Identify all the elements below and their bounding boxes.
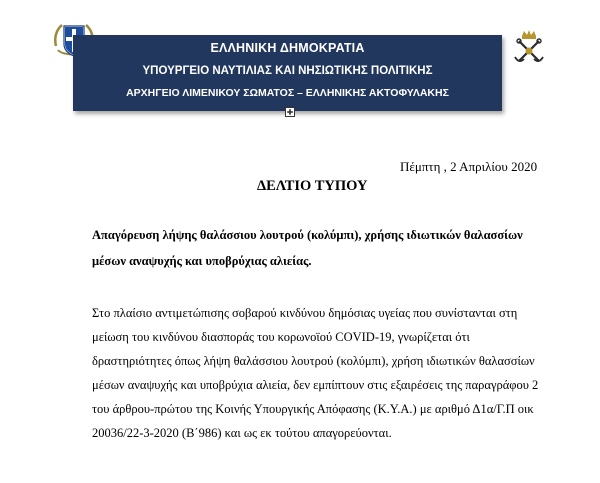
press-release-title: ΔΕΛΤΙΟ ΤΥΠΟΥ — [257, 178, 368, 194]
body-line: 20036/22-3-2020 (Β΄986) και ως εκ τούτου απαγορεύονται. — [92, 426, 392, 440]
body-line: Στο πλαίσιο αντιμετώπισης σοβαρού κινδύνου δημόσιας υγείας που συνίστανται στη — [92, 306, 518, 320]
press-release-subject — [92, 222, 532, 274]
body-line: δραστηριότητες όπως λήψη θαλάσσιου λουτρού (κολύμπι), χρήση ιδιωτικών θαλασσίων — [92, 354, 535, 368]
subject-line: μέσων αναψυχής και υποβρύχιας αλιείας. — [92, 254, 312, 268]
header-banner — [73, 35, 502, 111]
press-release-date: Πέμπτη , 2 Απριλίου 2020 — [400, 159, 538, 174]
header-line-republic: ΕΛΛΗΝΙΚΗ ΔΗΜΟΚΡΑΤΙΑ — [210, 41, 365, 55]
coast-guard-anchor-crown-icon — [510, 28, 548, 66]
small-cross-icon — [285, 107, 295, 117]
header-line-ministry: ΥΠΟΥΡΓΕΙΟ ΝΑΥΤΙΛΙΑΣ ΚΑΙ ΝΗΣΙΩΤΙΚΗΣ ΠΟΛΙΤΙΚΗΣ — [142, 65, 433, 77]
body-line: μείωση του κινδύνου διασποράς του κορωνοϊού COVID-19, γνωρίζεται ότι — [92, 330, 470, 344]
subject-line: Απαγόρευση λήψης θαλάσσιου λουτρού (κολύμπι), χρήσης ιδιωτικών θαλασσίων — [92, 228, 523, 242]
press-release-body — [92, 301, 562, 445]
body-line: του άρθρου-πρώτου της Κοινής Υπουργικής Απόφασης (Κ.Υ.Α.) με αριθμό Δ1α/Γ.Π οικ — [92, 402, 534, 416]
header-line-coast-guard: ΑΡΧΗΓΕΙΟ ΛΙΜΕΝΙΚΟΥ ΣΩΜΑΤΟΣ – ΕΛΛΗΝΙΚΗΣ ΑΚΤΟΦΥΛΑΚΗΣ — [126, 87, 449, 99]
body-line: μέσων αναψυχής και υποβρύχια αλιεία, δεν εμπίπτουν στις εξαιρέσεις της παραγράφου 2 — [92, 378, 539, 392]
